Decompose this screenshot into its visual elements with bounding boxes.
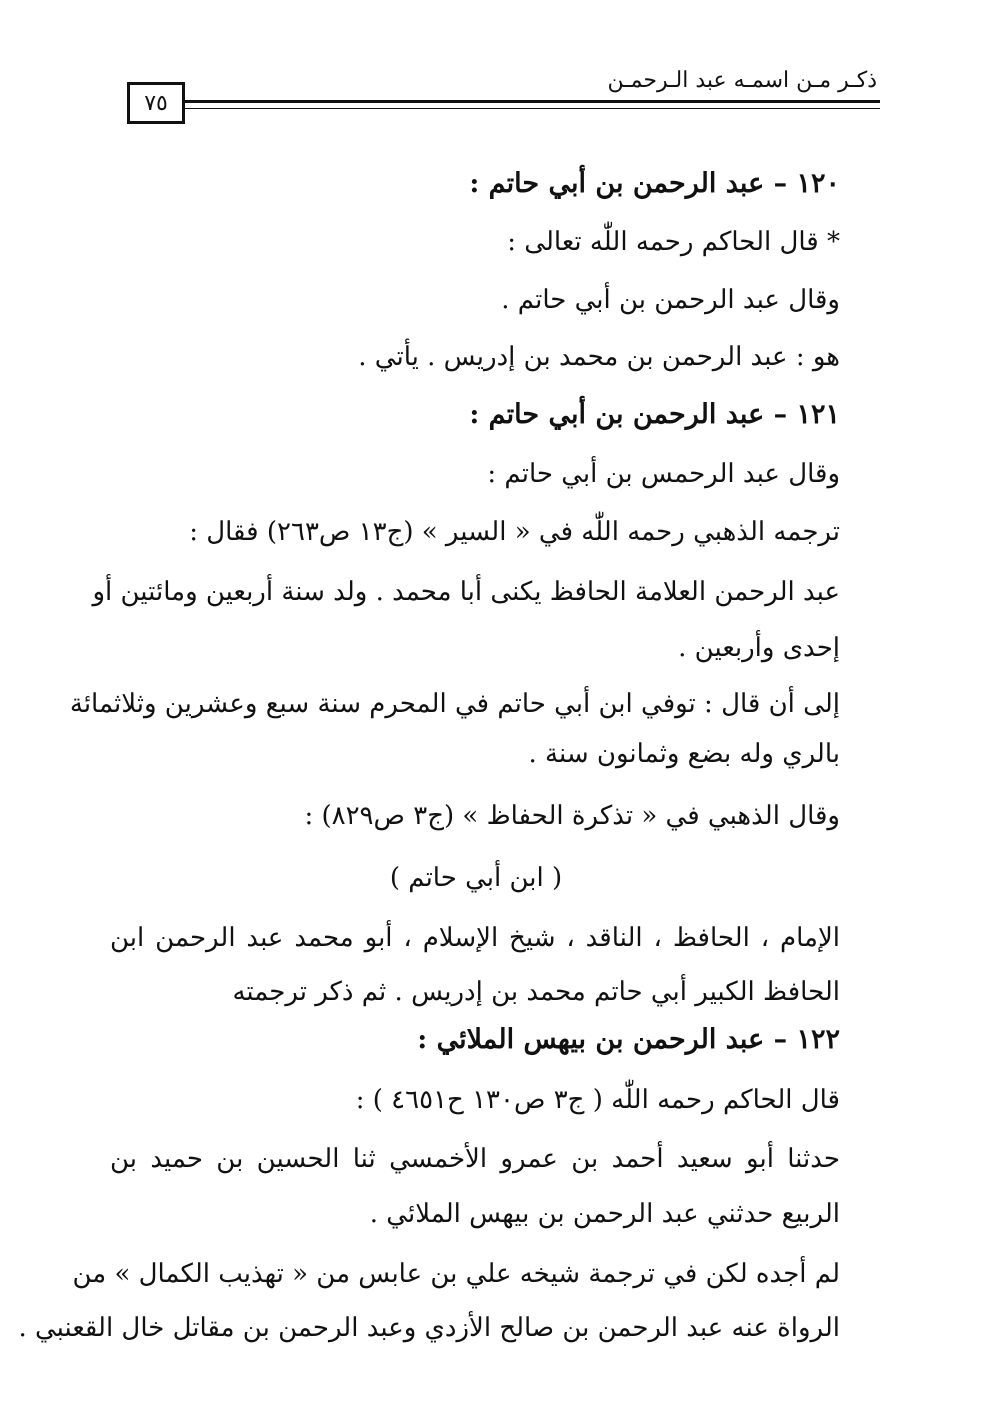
page-number: ٧٥ <box>127 82 185 124</box>
text-line: إحدى وأربعين . <box>678 633 840 663</box>
text-line: قال الحاكم رحمه اللّٰه ( ج٣ ص١٣٠ ح٤٦٥١ ) : <box>355 1085 840 1115</box>
entry-heading-120: ١٢٠ – عبد الرحمن بن أبي حاتم : <box>469 168 840 199</box>
centered-subheading: ( ابن أبي حاتم ) <box>389 863 563 893</box>
text-line: لم أجده لكن في ترجمة شيخه علي بن عابس من « تهذيب الكمال » من <box>72 1259 840 1289</box>
text-line: الإمام ، الحافظ ، الناقد ، شيخ الإسلام ، أبو محمد عبد الرحمن ابن <box>110 923 840 953</box>
text-line: وقال عبد الرحمن بن أبي حاتم . <box>501 285 840 315</box>
text-line: إلى أن قال : توفي ابن أبي حاتم في المحرم سنة سبع وعشرين وثلاثمائة <box>69 689 840 719</box>
text-line: بالري وله بضع وثمانون سنة . <box>528 739 840 769</box>
text-line: وقال عبد الرحمس بن أبي حاتم : <box>487 459 840 489</box>
text-line: الربيع حدثني عبد الرحمن بن بيهس الملائي . <box>369 1199 840 1229</box>
text-line: هو : عبد الرحمن بن محمد بن إدريس . يأتي . <box>358 342 840 372</box>
entry-heading-122: ١٢٢ – عبد الرحمن بن بيهس الملائي : <box>417 1024 840 1055</box>
text-line: الحافظ الكبير أبي حاتم محمد بن إدريس . ثم ذكر ترجمته <box>232 977 840 1007</box>
entry-heading-121: ١٢١ – عبد الرحمن بن أبي حاتم : <box>469 399 840 430</box>
text-line: ترجمه الذهبي رحمه اللّٰه في « السير » (ج١٣ ص٢٦٣) فقال : <box>189 517 840 547</box>
running-header-title: ذكـر مـن اسمـه عبد الـرحمـن <box>607 68 877 93</box>
header-rule <box>185 100 880 103</box>
text-line: * قال الحاكم رحمه اللّٰه تعالى : <box>507 227 840 257</box>
text-line: الرواة عنه عبد الرحمن بن صالح الأزدي وعبد الرحمن بن مقاتل خال القعنبي . <box>18 1313 840 1343</box>
text-line: عبد الرحمن العلامة الحافظ يكنى أبا محمد . ولد سنة أربعين ومائتين أو <box>92 577 840 607</box>
text-line: حدثنا أبو سعيد أحمد بن عمرو الأخمسي ثنا الحسين بن حميد بن <box>110 1144 840 1174</box>
text-line: وقال الذهبي في « تذكرة الحفاظ » (ج٣ ص٨٢٩) : <box>304 801 840 831</box>
header-rule-thin <box>185 108 880 109</box>
